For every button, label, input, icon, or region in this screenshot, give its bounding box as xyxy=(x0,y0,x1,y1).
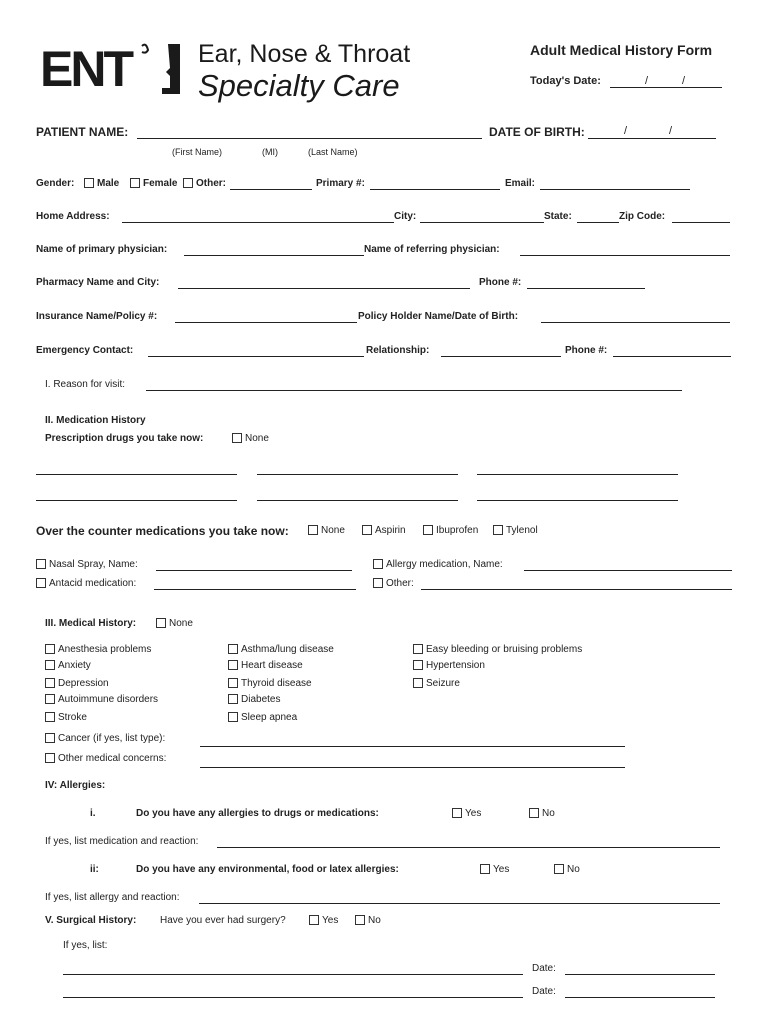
otc-none-checkbox[interactable] xyxy=(308,525,318,535)
prescription-line[interactable] xyxy=(36,474,237,475)
condition-checkbox[interactable] xyxy=(45,712,55,722)
condition-item[interactable] xyxy=(45,694,158,705)
email-label: Email: xyxy=(505,178,536,189)
relationship-field[interactable] xyxy=(441,356,561,357)
condition-label: Diabetes xyxy=(241,694,281,705)
allergy-q1-no-label: No xyxy=(542,808,555,819)
condition-item[interactable] xyxy=(413,660,485,671)
prescription-line[interactable] xyxy=(36,500,237,501)
condition-label: Easy bleeding or bruising problems xyxy=(426,644,583,655)
emergency-phone-field[interactable] xyxy=(613,356,731,357)
nasal-spray-checkbox[interactable] xyxy=(36,559,46,569)
logo xyxy=(40,36,410,106)
surgery-date-label: Date: xyxy=(532,986,556,997)
gender-other[interactable] xyxy=(183,178,226,189)
cancer-item[interactable] xyxy=(45,733,165,744)
medication-other-checkbox[interactable] xyxy=(373,578,383,588)
condition-label: Anesthesia problems xyxy=(58,644,152,655)
other-label: Other: xyxy=(196,178,226,189)
condition-item[interactable] xyxy=(45,712,87,723)
condition-label: Depression xyxy=(58,678,109,689)
gender-female[interactable] xyxy=(130,178,177,189)
prescription-none[interactable] xyxy=(232,433,269,444)
condition-item[interactable] xyxy=(228,644,334,655)
nasal-spray-field[interactable] xyxy=(156,570,352,571)
nasal-spray-label: Nasal Spray, Name: xyxy=(49,559,138,570)
condition-checkbox[interactable] xyxy=(228,660,238,670)
logo-line-1: Ear, Nose & Throat xyxy=(198,40,411,68)
dob-sep-1: / xyxy=(624,125,628,137)
allergy-q2-no-label: No xyxy=(567,864,580,875)
allergy-q2-text: Do you have any environmental, food or latex allergies: xyxy=(136,864,399,875)
allergy-q1-yes-checkbox[interactable] xyxy=(452,808,462,818)
otc-tylenol[interactable] xyxy=(493,525,538,536)
policy-holder-label: Policy Holder Name/Date of Birth: xyxy=(358,311,519,322)
surgery-line[interactable] xyxy=(63,974,523,975)
condition-checkbox[interactable] xyxy=(413,644,423,654)
prescription-label: Prescription drugs you take now: xyxy=(45,433,204,444)
condition-checkbox[interactable] xyxy=(45,678,55,688)
insurance-label: Insurance Name/Policy #: xyxy=(36,311,158,322)
condition-label: Autoimmune disorders xyxy=(58,694,159,705)
allergy-q2-yes[interactable] xyxy=(480,864,509,875)
allergy-medication-checkbox[interactable] xyxy=(373,559,383,569)
allergy-q1-followup-label: If yes, list medication and reaction: xyxy=(45,836,199,847)
surgery-date-label: Date: xyxy=(532,963,556,974)
dob-label: DATE OF BIRTH: xyxy=(489,125,585,139)
prescription-line[interactable] xyxy=(257,474,458,475)
condition-label: Sleep apnea xyxy=(241,712,298,723)
referring-physician-field[interactable] xyxy=(520,255,730,256)
condition-label: Thyroid disease xyxy=(241,678,312,689)
primary-physician-field[interactable] xyxy=(184,255,364,256)
form-title: Adult Medical History Form xyxy=(530,42,713,58)
primary-physician-label: Name of primary physician: xyxy=(36,244,168,255)
allergy-q1-yes-label: Yes xyxy=(465,808,482,819)
allergies-heading: IV: Allergies: xyxy=(45,780,106,791)
allergy-q2-followup-field[interactable] xyxy=(199,903,720,904)
otc-tylenol-label: Tylenol xyxy=(506,525,538,536)
surgery-date-field[interactable] xyxy=(565,997,715,998)
cancer-field[interactable] xyxy=(200,746,625,747)
patient-name-label: PATIENT NAME: xyxy=(36,125,129,139)
condition-label: Hypertension xyxy=(426,660,485,671)
medical-history-heading: III. Medical History: xyxy=(45,618,137,629)
female-checkbox[interactable] xyxy=(130,178,140,188)
allergy-q1-yes[interactable] xyxy=(452,808,481,819)
surgical-heading: V. Surgical History: xyxy=(45,915,137,926)
emergency-contact-label: Emergency Contact: xyxy=(36,345,134,356)
otc-label: Over the counter medications you take now: xyxy=(36,524,289,538)
surgical-yes-label: Yes xyxy=(322,915,339,926)
relationship-label: Relationship: xyxy=(366,345,430,356)
otc-none[interactable] xyxy=(308,525,345,536)
antacid-field[interactable] xyxy=(154,589,356,590)
otc-aspirin-checkbox[interactable] xyxy=(362,525,372,535)
otc-ibuprofen-checkbox[interactable] xyxy=(423,525,433,535)
todays-date-sep-1: / xyxy=(645,75,649,87)
pharmacy-phone-field[interactable] xyxy=(527,288,645,289)
gender-male[interactable] xyxy=(84,178,119,189)
pharmacy-label: Pharmacy Name and City: xyxy=(36,277,160,288)
logo-line-2: Specialty Care xyxy=(198,68,400,103)
patient-name-field[interactable] xyxy=(137,138,482,139)
condition-label: Anxiety xyxy=(58,660,91,671)
allergy-q1-number: i. xyxy=(90,808,96,819)
gender-other-field[interactable] xyxy=(230,189,312,190)
allergy-q1-followup-field[interactable] xyxy=(217,847,720,848)
male-label: Male xyxy=(97,178,120,189)
otc-tylenol-checkbox[interactable] xyxy=(493,525,503,535)
pharmacy-phone-label: Phone #: xyxy=(479,277,522,288)
allergy-q1-no-checkbox[interactable] xyxy=(529,808,539,818)
condition-item[interactable] xyxy=(228,678,312,689)
referring-physician-label: Name of referring physician: xyxy=(364,244,500,255)
dob-field[interactable] xyxy=(588,138,716,139)
condition-checkbox[interactable] xyxy=(413,660,423,670)
otc-ibuprofen[interactable] xyxy=(423,525,478,536)
allergy-q2-yes-checkbox[interactable] xyxy=(480,864,490,874)
medical-history-none-label: None xyxy=(169,618,193,629)
primary-phone-label: Primary #: xyxy=(316,178,365,189)
female-label: Female xyxy=(143,178,178,189)
prescription-line[interactable] xyxy=(477,500,678,501)
emergency-contact-field[interactable] xyxy=(148,356,364,357)
surgical-no-checkbox[interactable] xyxy=(355,915,365,925)
condition-label: Asthma/lung disease xyxy=(241,644,334,655)
first-name-caption: (First Name) xyxy=(172,147,222,157)
surgery-line[interactable] xyxy=(63,997,523,998)
condition-label: Heart disease xyxy=(241,660,303,671)
surgery-date-field[interactable] xyxy=(565,974,715,975)
surgical-list-label: If yes, list: xyxy=(63,940,108,951)
condition-item[interactable] xyxy=(228,660,303,671)
condition-item[interactable] xyxy=(45,660,91,671)
condition-checkbox[interactable] xyxy=(228,644,238,654)
todays-date-label: Today's Date: xyxy=(530,75,601,87)
face-profile-icon xyxy=(136,42,186,100)
medication-other-field[interactable] xyxy=(421,589,732,590)
medication-other-label: Other: xyxy=(386,578,414,589)
otc-none-label: None xyxy=(321,525,345,536)
mi-caption: (MI) xyxy=(262,147,278,157)
allergy-q2-number: ii: xyxy=(90,864,99,875)
antacid[interactable] xyxy=(36,578,136,589)
prescription-none-label: None xyxy=(245,433,269,444)
todays-date-field[interactable] xyxy=(610,87,722,88)
condition-label: Seizure xyxy=(426,678,460,689)
city-label: City: xyxy=(394,211,417,222)
male-checkbox[interactable] xyxy=(84,178,94,188)
medication-other[interactable] xyxy=(373,578,414,589)
other-concerns-label: Other medical concerns: xyxy=(58,753,167,764)
prescription-line[interactable] xyxy=(257,500,458,501)
nasal-spray[interactable] xyxy=(36,559,138,570)
medication-heading: II. Medication History xyxy=(45,415,146,426)
todays-date-sep-2: / xyxy=(682,75,686,87)
condition-item[interactable] xyxy=(413,644,582,655)
primary-phone-field[interactable] xyxy=(370,189,500,190)
condition-item[interactable] xyxy=(45,678,109,689)
city-field[interactable] xyxy=(420,222,544,223)
surgical-yes[interactable] xyxy=(309,915,338,926)
insurance-field[interactable] xyxy=(175,322,357,323)
gender-label: Gender: xyxy=(36,178,75,189)
surgical-no-label: No xyxy=(368,915,381,926)
surgical-question: Have you ever had surgery? xyxy=(160,915,286,926)
allergy-q2-yes-label: Yes xyxy=(493,864,510,875)
allergy-medication[interactable] xyxy=(373,559,503,570)
condition-item[interactable] xyxy=(45,644,151,655)
last-name-caption: (Last Name) xyxy=(308,147,358,157)
dob-sep-2: / xyxy=(669,125,673,137)
otc-aspirin[interactable] xyxy=(362,525,406,536)
reason-field[interactable] xyxy=(146,390,682,391)
other-concerns-checkbox[interactable] xyxy=(45,753,55,763)
prescription-line[interactable] xyxy=(477,474,678,475)
cancer-label: Cancer (if yes, list type): xyxy=(58,733,166,744)
policy-holder-field[interactable] xyxy=(541,322,730,323)
antacid-checkbox[interactable] xyxy=(36,578,46,588)
otc-ibuprofen-label: Ibuprofen xyxy=(436,525,479,536)
logo-mark: ENT xyxy=(40,41,131,97)
state-label: State: xyxy=(544,211,572,222)
condition-checkbox[interactable] xyxy=(413,678,423,688)
cancer-checkbox[interactable] xyxy=(45,733,55,743)
other-concerns-item[interactable] xyxy=(45,753,166,764)
condition-checkbox[interactable] xyxy=(45,644,55,654)
condition-checkbox[interactable] xyxy=(45,660,55,670)
email-field[interactable] xyxy=(540,189,690,190)
medical-history-none-checkbox[interactable] xyxy=(156,618,166,628)
medical-history-none[interactable] xyxy=(156,618,193,629)
allergy-q2-no-checkbox[interactable] xyxy=(554,864,564,874)
home-address-field[interactable] xyxy=(122,222,394,223)
condition-checkbox[interactable] xyxy=(228,678,238,688)
surgical-no[interactable] xyxy=(355,915,381,926)
condition-label: Stroke xyxy=(58,712,87,723)
allergy-q2-no[interactable] xyxy=(554,864,580,875)
allergy-medication-field[interactable] xyxy=(524,570,732,571)
state-field[interactable] xyxy=(577,222,619,223)
reason-label: I. Reason for visit: xyxy=(45,379,126,390)
other-checkbox[interactable] xyxy=(183,178,193,188)
condition-item[interactable] xyxy=(413,678,460,689)
allergy-q1-no[interactable] xyxy=(529,808,555,819)
emergency-phone-label: Phone #: xyxy=(565,345,608,356)
condition-item[interactable] xyxy=(228,712,297,723)
home-address-label: Home Address: xyxy=(36,211,110,222)
allergy-q2-followup-label: If yes, list allergy and reaction: xyxy=(45,892,180,903)
zip-label: Zip Code: xyxy=(619,211,666,222)
otc-aspirin-label: Aspirin xyxy=(375,525,406,536)
condition-item[interactable] xyxy=(228,694,280,705)
allergy-q1-text: Do you have any allergies to drugs or medications: xyxy=(136,808,379,819)
pharmacy-field[interactable] xyxy=(178,288,470,289)
prescription-none-checkbox[interactable] xyxy=(232,433,242,443)
surgical-yes-checkbox[interactable] xyxy=(309,915,319,925)
condition-checkbox[interactable] xyxy=(45,694,55,704)
condition-checkbox[interactable] xyxy=(228,712,238,722)
antacid-label: Antacid medication: xyxy=(49,578,137,589)
allergy-medication-label: Allergy medication, Name: xyxy=(386,559,503,570)
condition-checkbox[interactable] xyxy=(228,694,238,704)
zip-field[interactable] xyxy=(672,222,730,223)
other-concerns-field[interactable] xyxy=(200,767,625,768)
